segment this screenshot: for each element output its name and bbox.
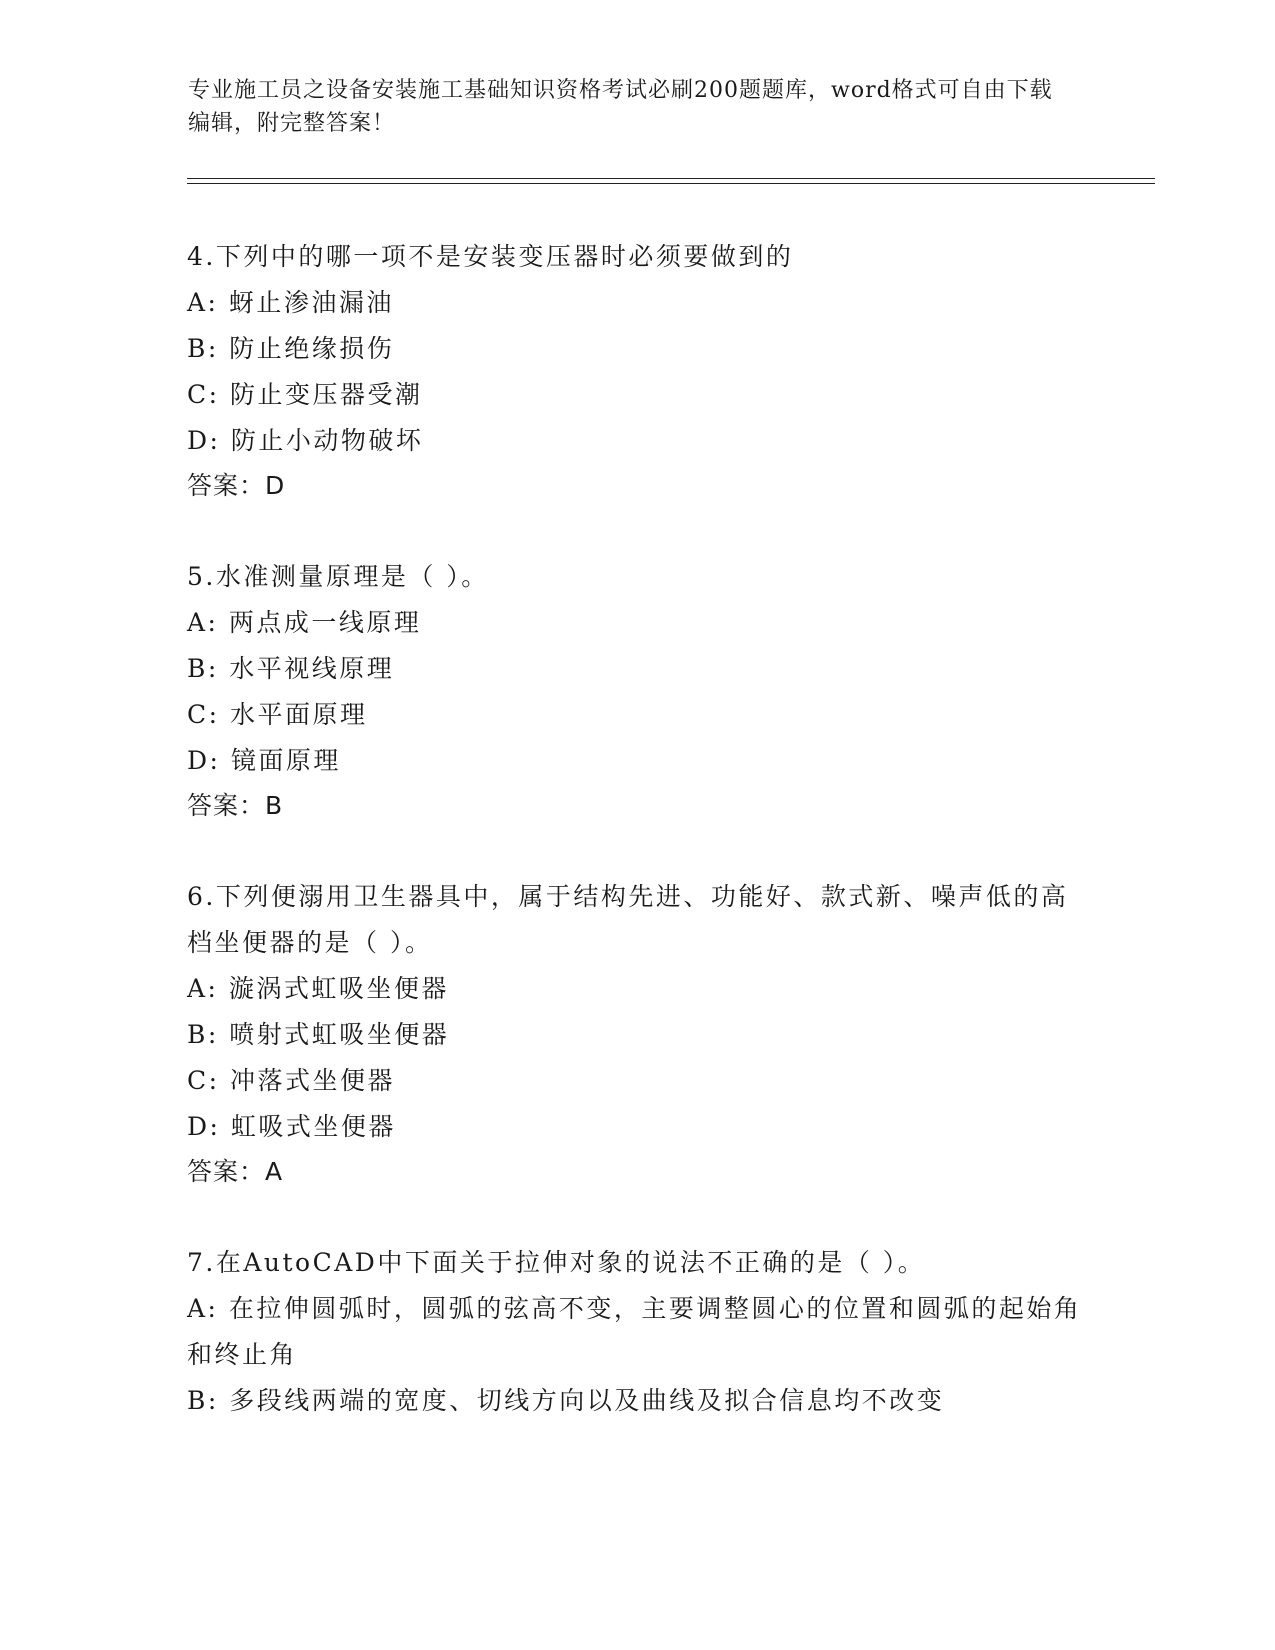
option-b: B: 喷射式虹吸坐便器 — [187, 1020, 450, 1049]
document-header: 专业施工员之设备安装施工基础知识资格考试必刷200题题库，word格式可自由下载编辑，附完整答案！ — [188, 78, 1053, 136]
option-b: B: 多段线两端的宽度、切线方向以及曲线及拟合信息均不改变 — [187, 1386, 945, 1415]
option-b: B: 水平视线原理 — [187, 654, 395, 683]
option-d: D: 防止小动物破坏 — [187, 426, 424, 455]
question-stem: 7.在AutoCAD中下面关于拉伸对象的说法不正确的是（ ）。 — [187, 1248, 926, 1277]
question-stem: 4.下列中的哪一项不是安装变压器时必须要做到的 — [187, 242, 794, 271]
header-divider-top — [187, 178, 1155, 179]
option-a: A: 漩涡式虹吸坐便器 — [187, 974, 449, 1003]
option-a: A: 在拉伸圆弧时，圆弧的弦高不变，主要调整圆心的位置和圆弧的起始角和终止角 — [187, 1294, 1082, 1369]
answer-line: 答案：A — [187, 1157, 284, 1186]
option-d: D: 镜面原理 — [187, 746, 341, 775]
option-a: A: 蚜止渗油漏油 — [187, 288, 394, 317]
answer-line: 答案：B — [187, 791, 284, 820]
question-4 — [187, 234, 1087, 508]
question-7 — [187, 1240, 1087, 1424]
option-c: C: 防止变压器受潮 — [187, 380, 423, 409]
option-a: A: 两点成一线原理 — [187, 608, 422, 637]
option-c: C: 水平面原理 — [187, 700, 368, 729]
option-c: C: 冲落式坐便器 — [187, 1066, 395, 1095]
question-list — [187, 234, 1087, 1470]
question-6 — [187, 874, 1087, 1194]
option-b: B: 防止绝缘损伤 — [187, 334, 395, 363]
option-d: D: 虹吸式坐便器 — [187, 1112, 396, 1141]
question-5 — [187, 554, 1087, 828]
answer-line: 答案：D — [187, 471, 286, 500]
header-divider-bottom — [187, 183, 1155, 184]
question-stem: 6.下列便溺用卫生器具中，属于结构先进、功能好、款式新、噪声低的高档坐便器的是（ ）。 — [187, 882, 1069, 957]
question-stem: 5.水准测量原理是（ ）。 — [187, 562, 489, 591]
